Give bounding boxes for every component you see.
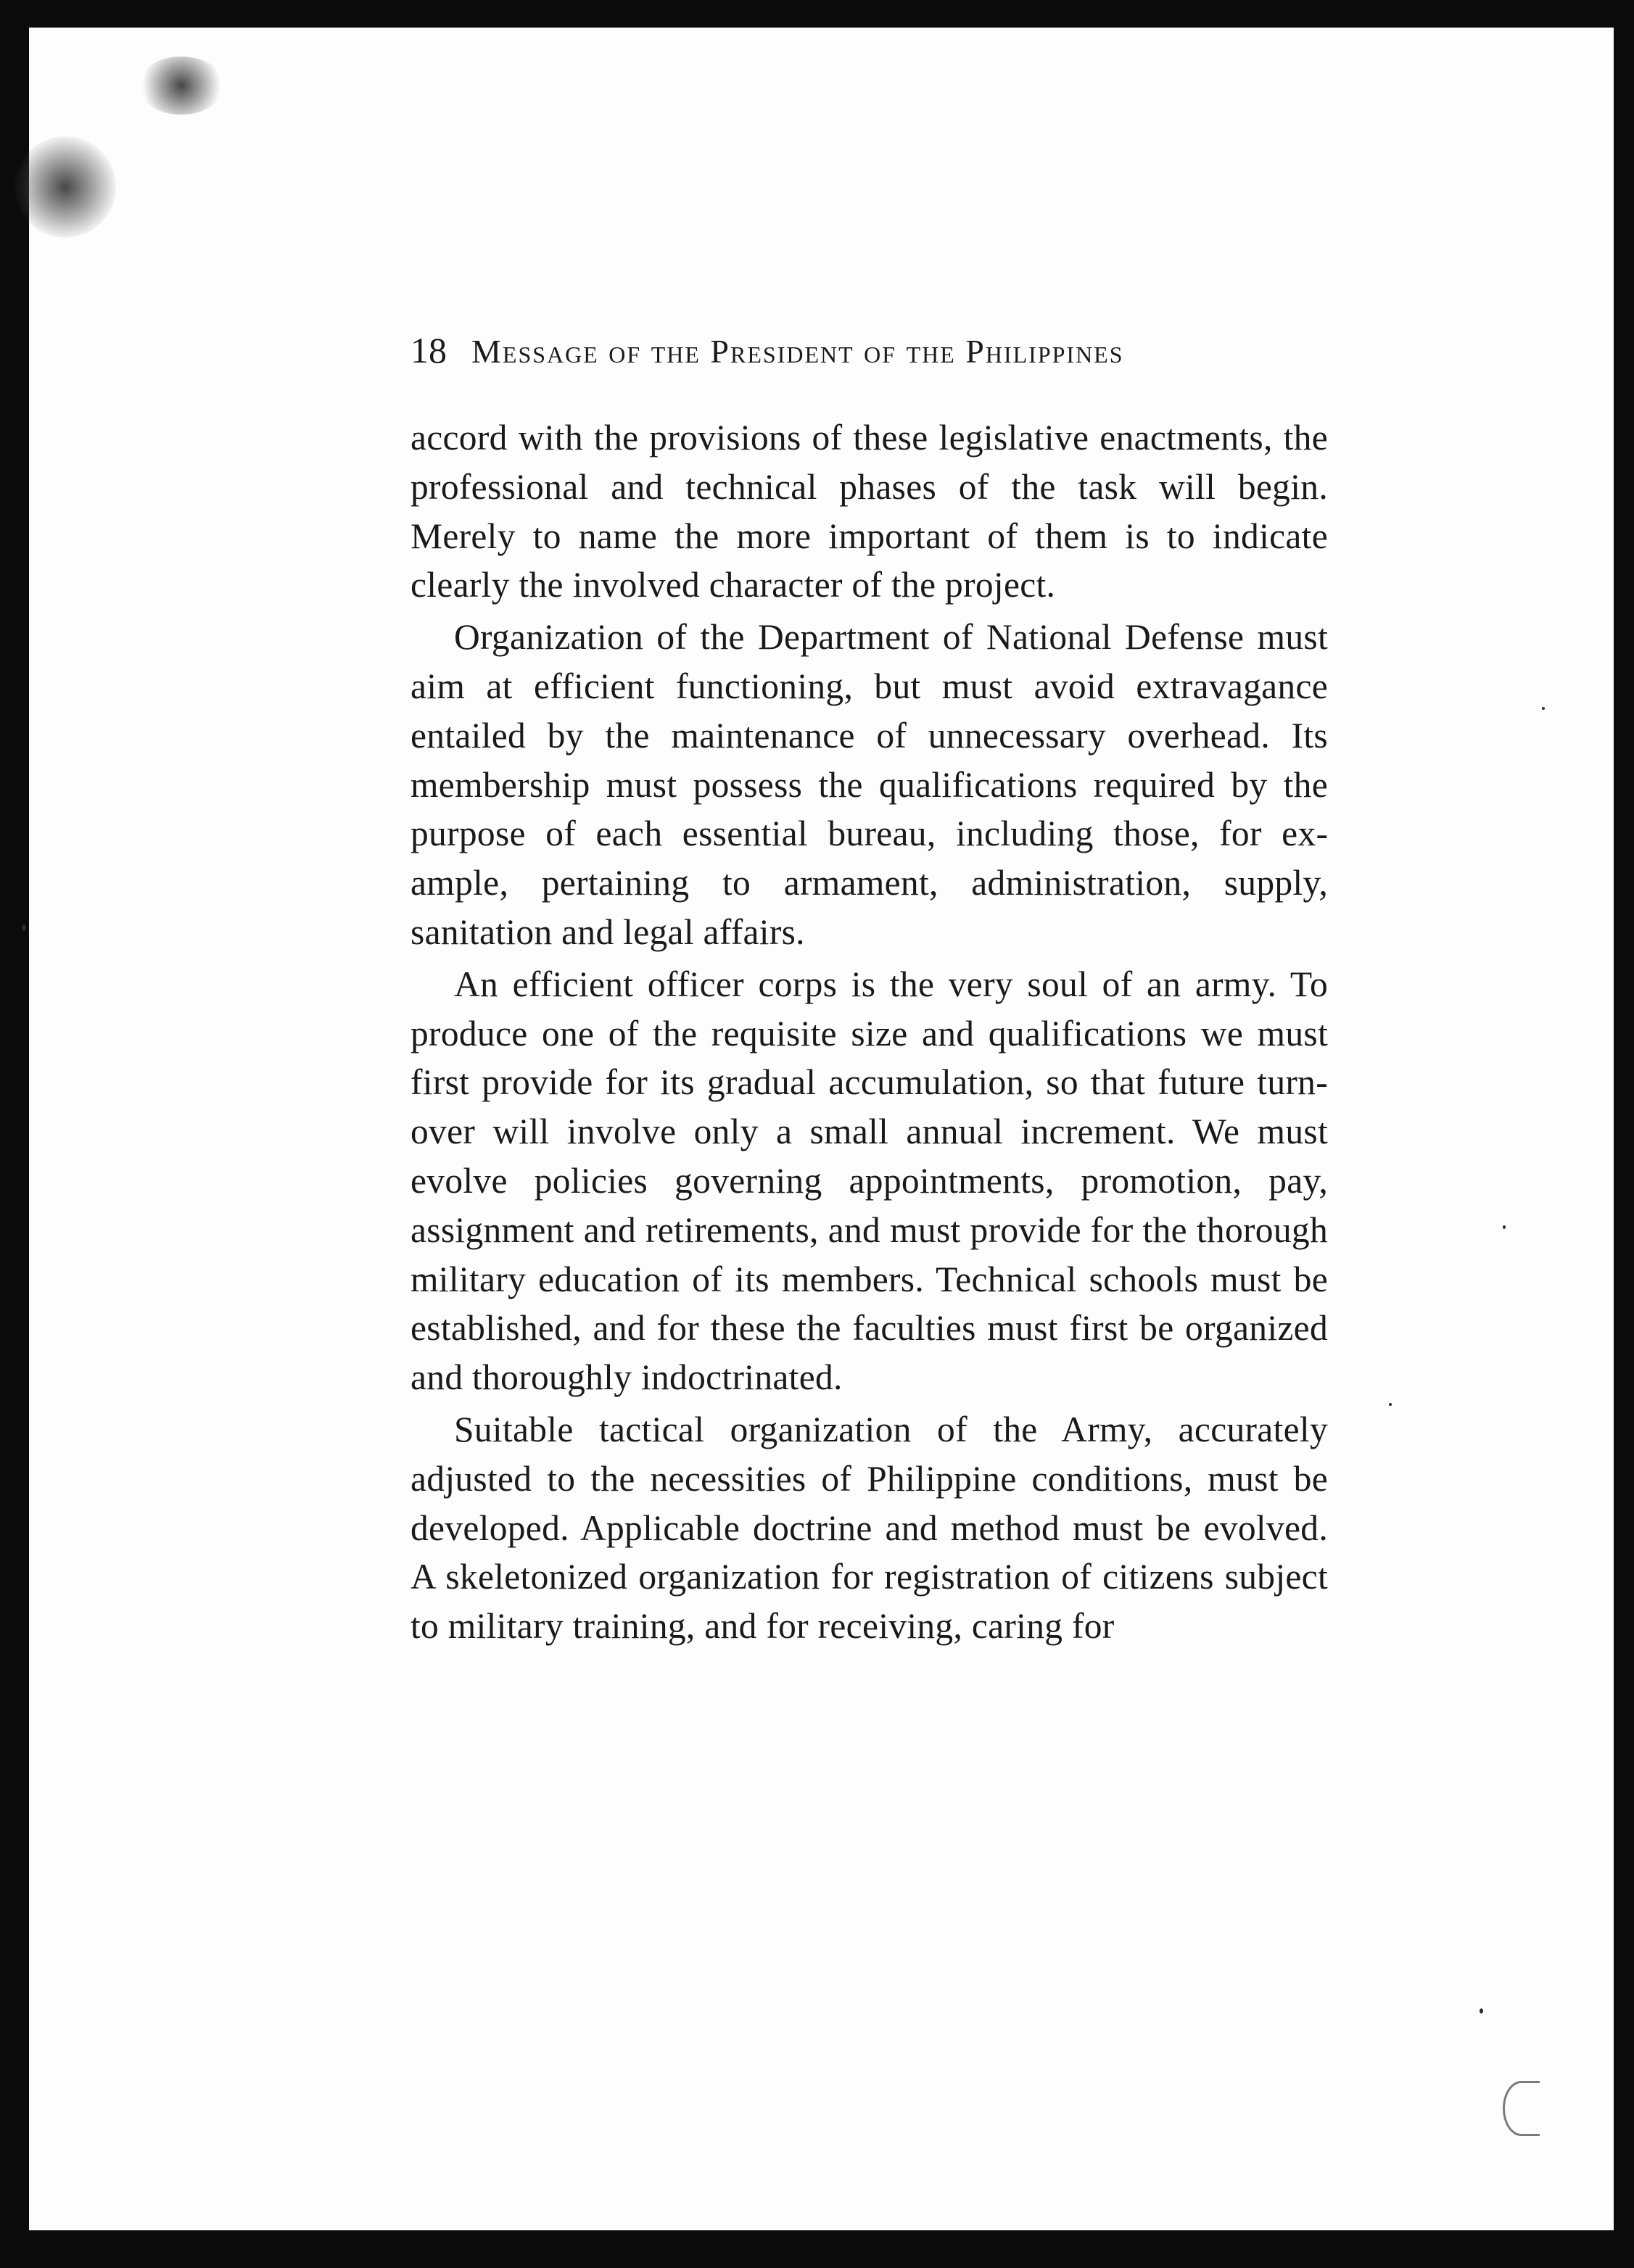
dust-speck (22, 924, 26, 931)
dust-speck (1503, 1225, 1506, 1229)
running-title: Message of the President of the Philippines (471, 333, 1124, 370)
pencil-mark (1503, 2081, 1540, 2136)
body-text (410, 413, 1328, 1651)
paragraph-1: accord with the provisions of these legislative enactments, the professional and technical phases of the task will begin. Merely to name the more important of them is to indicate clearly the involved character of the project. (410, 418, 1328, 605)
paragraph-3: An efficient officer corps is the very soul of an army. To produce one of the requisite size and qualifications we must first provide for its gradual accumulation, so that future turn-over will involve only a small annual increment. We must evolve policies governing appointments, promotion, pay, assignment and retirements, and must provide for the thorough military education of its members. Technical schools must be established, and for these the faculties must first be organized and thoroughly indoctrinated. (410, 964, 1328, 1398)
page-number: 18 (410, 330, 447, 371)
dust-speck (1480, 2008, 1483, 2014)
dust-speck (1389, 1403, 1392, 1406)
paragraph-2: Organization of the Department of National Defense must aim at efficient functioning, but must avoid extravagance entailed by the maintenance of unnecessary overhead. Its membership must possess the qualifications required by the purpose of each essential bureau, including those, for example, pertaining to armament, administration, supply, sanitation and legal affairs. (410, 617, 1328, 952)
page-header (410, 329, 1353, 394)
ink-smudge-top (138, 57, 225, 115)
ink-smudge-left (15, 136, 116, 238)
dust-speck (1542, 707, 1545, 710)
paragraph-4: Suitable tactical organization of the Army, accurately adjusted to the necessities of Philippine conditions, must be developed. Applicable doctrine and method must be evolved. A skeletonized organization for registration of citizens subject to military training, and for receiving, caring for (410, 1409, 1328, 1647)
